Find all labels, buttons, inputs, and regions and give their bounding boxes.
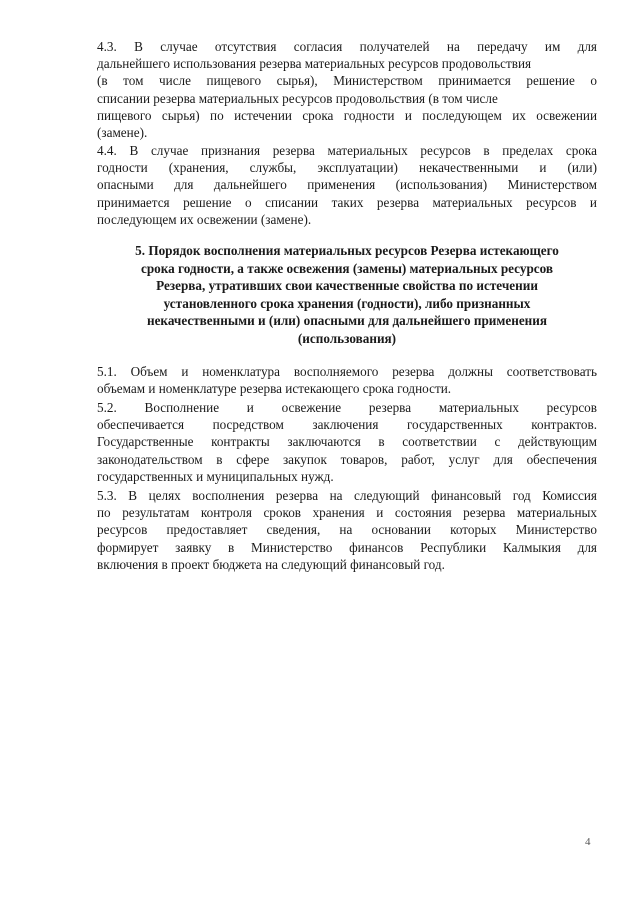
heading-line: 5. Порядок восполнения материальных ресурсов Резерва истекающего xyxy=(135,243,559,258)
heading-line: некачественными и (или) опасными для дальнейшего применения xyxy=(146,313,548,329)
text-line: по результатам контроля сроков хранения и состояния резерва материальных xyxy=(97,505,597,521)
text-line: дальнейшего использования резерва материальных ресурсов продовольствия xyxy=(97,56,532,72)
text-line: опасными для дальнейшего применения (использования) Министерством xyxy=(97,177,597,193)
text-line: Государственные контракты заключаются в соответствии с действующим xyxy=(97,434,597,450)
text-line: 5.1. Объем и номенклатура восполняемого резерва должны соответствовать xyxy=(97,364,597,379)
text-line: последующем их освежении (замене). xyxy=(97,211,312,227)
heading-line: срока годности, а также освежения (замены) материальных ресурсов xyxy=(140,260,554,276)
heading-line: Резерва, утративших свои качественные свойства по истечении xyxy=(156,278,538,294)
text-line: пищевого сырья) по истечении срока годности и последующем их освежении xyxy=(97,107,597,123)
text-line: (в том числе пищевого сырья), Министерством принимается решение о xyxy=(97,73,597,89)
text-line: обеспечивается посредством заключения государственных контрактов. xyxy=(97,417,597,433)
section-5-heading xyxy=(97,242,597,348)
paragraph-4-4 xyxy=(97,142,597,228)
paragraph-5-3 xyxy=(97,487,597,573)
text-line: списании резерва материальных ресурсов продовольствия (в том числе xyxy=(97,90,498,106)
heading-line: (использования) xyxy=(297,330,397,346)
text-line: годности (хранения, службы, эксплуатации) некачественными и (или) xyxy=(97,160,597,176)
paragraph-5-1 xyxy=(97,363,597,397)
paragraph-5-2 xyxy=(97,399,597,485)
text-line: 5.2. Восполнение и освежение резерва материальных ресурсов xyxy=(97,400,597,415)
text-line: ресурсов предоставляет сведения, на основании которых Министерство xyxy=(97,522,597,538)
text-line: законодательством в сфере закупок товаров, работ, услуг для обеспечения xyxy=(97,451,597,467)
text-line: государственных и муниципальных нужд. xyxy=(97,468,334,484)
text-line: формирует заявку в Министерство финансов Республики Калмыкия для xyxy=(97,539,597,555)
text-line: 4.4. В случае признания резерва материальных ресурсов в пределах срока xyxy=(97,143,597,158)
text-line: объемам и номенклатуре резерва истекающего срока годности. xyxy=(97,381,452,397)
text-line: принимается решение о списании таких резерва материальных ресурсов и xyxy=(97,194,597,210)
heading-line: установленного срока хранения (годности), либо признанных xyxy=(163,295,531,311)
text-line: 4.3. В случае отсутствия согласия получателей на передачу им для xyxy=(97,39,597,54)
paragraph-4-3 xyxy=(97,38,597,141)
page-number: 4 xyxy=(585,836,591,848)
text-line: 5.3. В целях восполнения резерва на следующий финансовый год Комиссия xyxy=(97,488,597,503)
text-line: (замене). xyxy=(97,125,148,141)
text-line: включения в проект бюджета на следующий финансовый год. xyxy=(97,556,445,572)
